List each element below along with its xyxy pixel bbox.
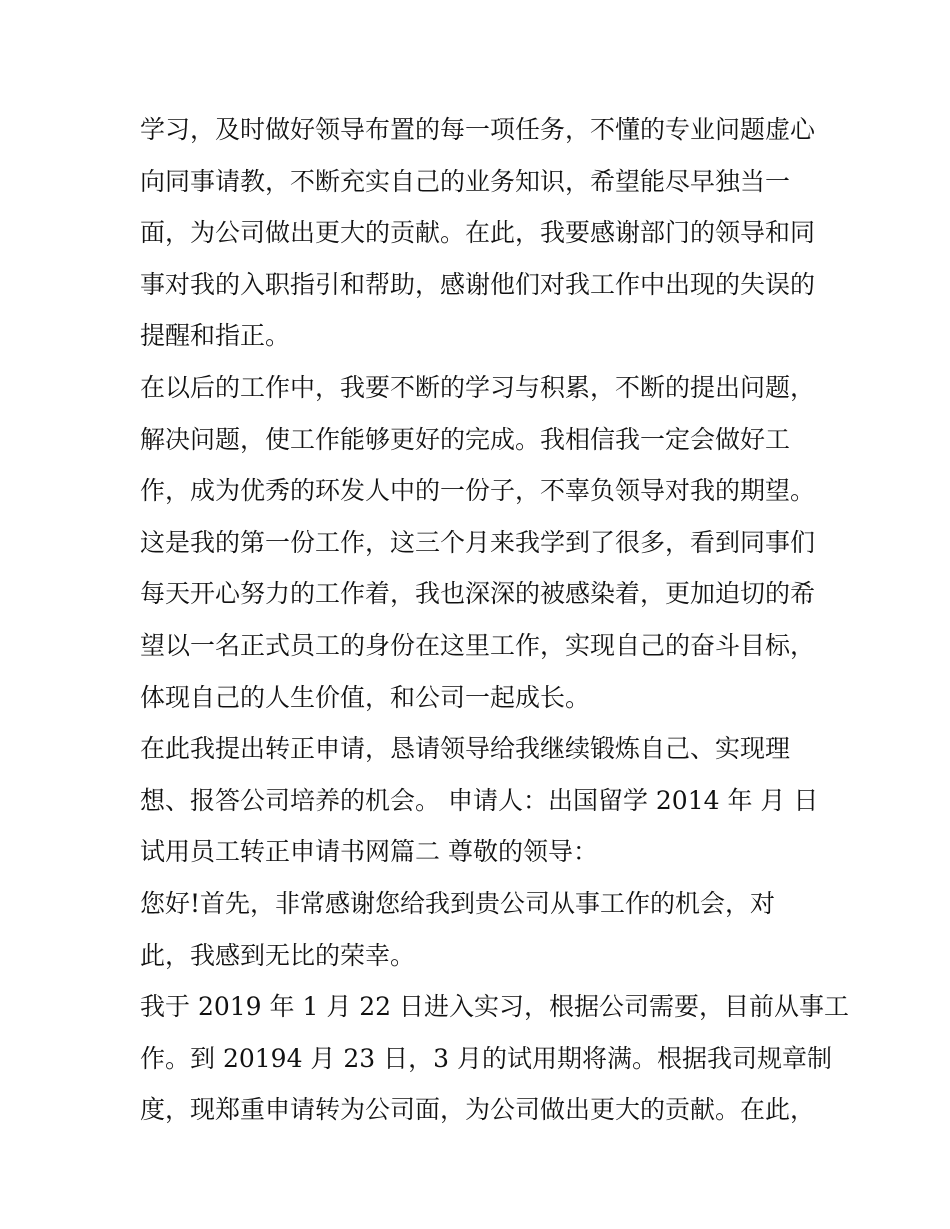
text-line: 事对我的入职指引和帮助，感谢他们对我工作中出现的失误的 — [140, 269, 816, 299]
text-line: 面，为公司做出更大的贡献。在此，我要感谢部门的领导和同 — [140, 218, 816, 248]
text-line: 在此我提出转正申请，恳请领导给我继续锻炼自己、实现理 — [140, 734, 791, 764]
text-line: 这是我的第一份工作，这三个月来我学到了很多，看到同事们 — [140, 527, 816, 557]
text-line: 您好!首先，非常感谢您给我到贵公司从事工作的机会，对 — [140, 888, 776, 918]
text-line: 体现自己的人生价值，和公司一起成长。 — [140, 682, 591, 712]
text-line: 此，我感到无比的荣幸。 — [140, 940, 416, 970]
text-line: 向同事请教，不断充实自己的业务知识，希望能尽早独当一 — [140, 166, 791, 196]
text-line: 提醒和指正。 — [140, 321, 291, 351]
text-line: 作。到 20194 月 23 日，3 月的试用期将满。根据我司规章制 — [140, 1043, 832, 1073]
text-line: 解决问题，使工作能够更好的完成。我相信我一定会做好工 — [140, 424, 791, 454]
text-line: 望以一名正式员工的身份在这里工作，实现自己的奋斗目标， — [140, 630, 816, 660]
text-line: 每天开心努力的工作着，我也深深的被感染着，更加迫切的希 — [140, 579, 816, 609]
text-line: 在以后的工作中，我要不断的学习与积累，不断的提出问题， — [140, 372, 816, 402]
text-line: 作，成为优秀的环发人中的一份子，不辜负领导对我的期望。 — [140, 476, 816, 506]
text-line: 我于 2019 年 1 月 22 日进入实习，根据公司需要，目前从事工 — [140, 992, 850, 1022]
text-line: 学习，及时做好领导布置的每一项任务，不懂的专业问题虚心 — [140, 115, 816, 144]
text-line: 试用员工转正申请书网篇二 尊敬的领导： — [140, 837, 598, 867]
text-line: 想、报答公司培养的机会。 申请人：出国留学 2014 年 月 日 — [140, 785, 819, 815]
document-body — [140, 104, 850, 1136]
text-line: 度，现郑重申请转为公司面，为公司做出更大的贡献。在此， — [140, 1095, 816, 1125]
